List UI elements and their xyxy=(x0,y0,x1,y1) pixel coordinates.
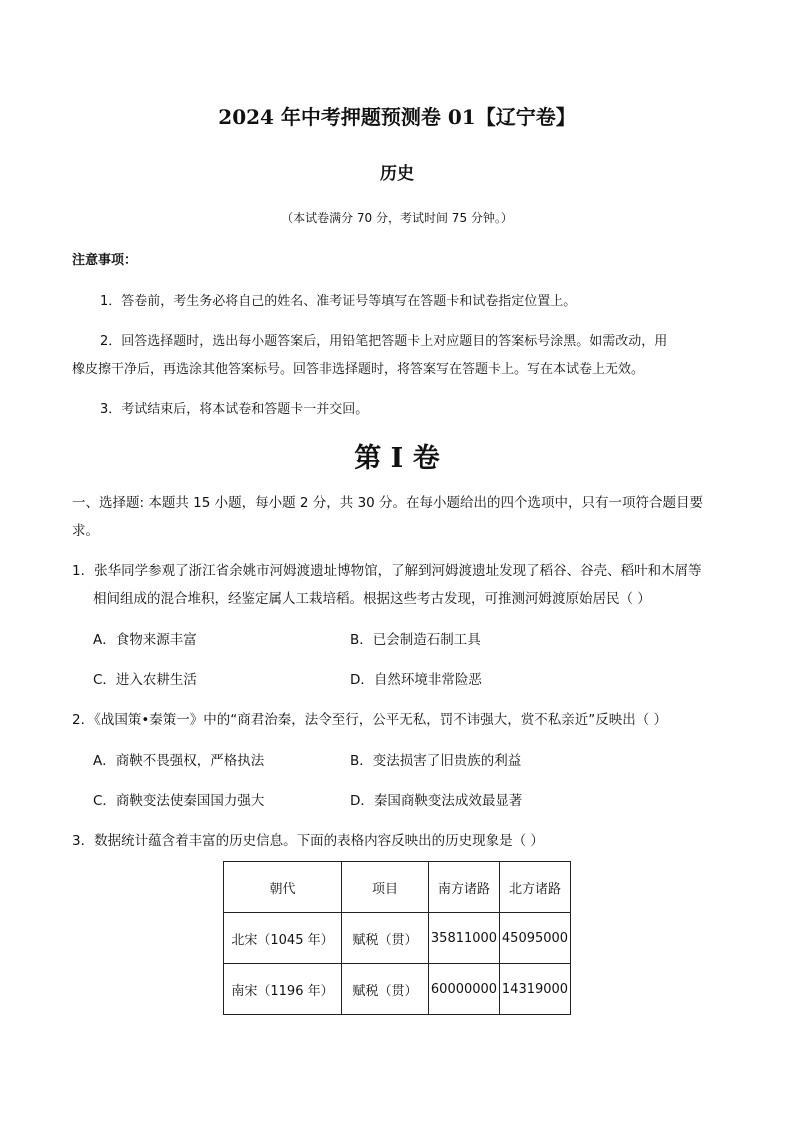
subject-title: 历史 xyxy=(380,164,414,184)
table-cell: 赋税（贯） xyxy=(342,964,429,1015)
question-1-option-c: C．进入农耕生活 xyxy=(93,672,197,688)
question-1-stem-line-2: 相间组成的混合堆积，经鉴定属人工栽培稻。根据这些考古发现，可推测河姆渡原始居民（ ） xyxy=(93,591,651,607)
table-header-row xyxy=(224,862,571,913)
table-row xyxy=(224,913,571,964)
notice-item-1: 1．答卷前，考生务必将自己的姓名、准考证号等填写在答题卡和试卷指定位置上。 xyxy=(100,294,577,309)
part-instructions-line-2: 求。 xyxy=(72,523,99,539)
question-2-option-d: D．秦国商鞅变法成效最显著 xyxy=(350,793,523,809)
table-cell: 45095000 xyxy=(500,913,571,964)
notice-item-2: 2．回答选择题时，选出每小题答案后，用铅笔把答题卡上对应题目的答案标号涂黑。如需改动，用 xyxy=(100,334,668,349)
tax-data-table xyxy=(223,861,571,1015)
table-header-item: 项目 xyxy=(342,862,429,913)
notice-item-3: 3．考试结束后，将本试卷和答题卡一并交回。 xyxy=(100,402,369,417)
question-1-stem-line-1: 1．张华同学参观了浙江省余姚市河姆渡遗址博物馆，了解到河姆渡遗址发现了稻谷、谷壳、稻叶和木屑等 xyxy=(72,563,702,579)
notice-item-2-cont: 橡皮擦干净后，再选涂其他答案标号。回答非选择题时，将答案写在答题卡上。写在本试卷上无效。 xyxy=(72,362,645,377)
table-cell: 南宋（1196 年） xyxy=(224,964,342,1015)
table-header-north: 北方诸路 xyxy=(500,862,571,913)
table-cell: 14319000 xyxy=(500,964,571,1015)
question-2-option-c: C．商鞅变法使秦国国力强大 xyxy=(93,793,265,809)
section-title: 第 I 卷 xyxy=(354,443,440,474)
exam-title: 2024 年中考押题预测卷 01【辽宁卷】 xyxy=(218,105,576,129)
question-1-option-a: A．食物来源丰富 xyxy=(93,632,197,648)
table-cell: 60000000 xyxy=(429,964,500,1015)
table-cell: 北宋（1045 年） xyxy=(224,913,342,964)
table-cell: 35811000 xyxy=(429,913,500,964)
exam-info: （本试卷满分 70 分，考试时间 75 分钟。） xyxy=(281,211,513,225)
table-header-south: 南方诸路 xyxy=(429,862,500,913)
question-1-option-b: B．已会制造石制工具 xyxy=(350,632,481,648)
question-1-option-d: D．自然环境非常险恶 xyxy=(350,672,482,688)
question-2-option-b: B．变法损害了旧贵族的利益 xyxy=(350,753,522,769)
question-3-stem: 3．数据统计蕴含着丰富的历史信息。下面的表格内容反映出的历史现象是（ ） xyxy=(72,833,544,849)
question-2-option-a: A．商鞅不畏强权，严格执法 xyxy=(93,753,265,769)
question-2-stem: 2．《战国策•秦策一》中的“商君治秦，法令至行，公平无私，罚不讳强大，赏不私亲近”反映出（ ） xyxy=(72,712,668,728)
table-header-dynasty: 朝代 xyxy=(224,862,342,913)
part-instructions-line-1: 一、选择题: 本题共 15 小题，每小题 2 分，共 30 分。在每小题给出的四个选项中，只有一项符合题目要 xyxy=(72,495,704,511)
table-row xyxy=(224,964,571,1015)
table-cell: 赋税（贯） xyxy=(342,913,429,964)
notice-heading: 注意事项： xyxy=(72,253,138,268)
